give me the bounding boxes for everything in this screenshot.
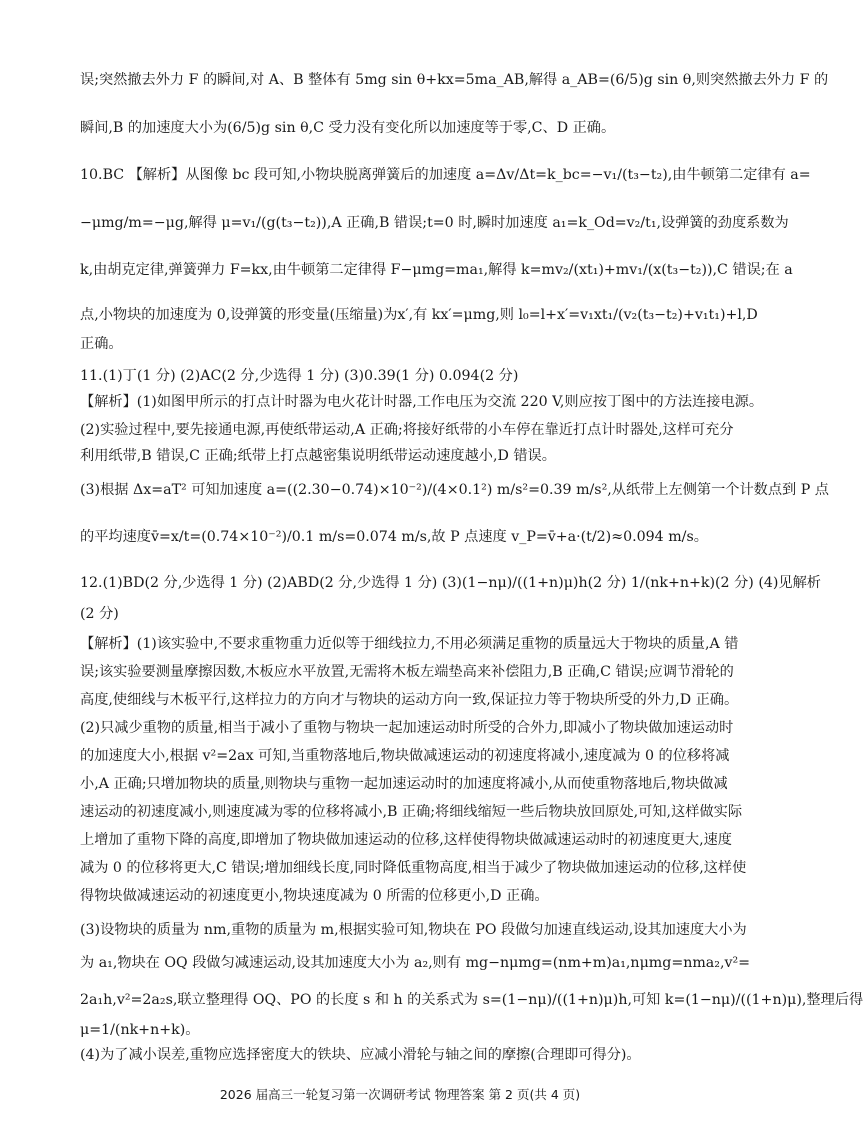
text-line: 小,A 正确;只增加物块的质量,则物块与重物一起加速运动时的加速度将减小,从而使重物落地后,物块做减 [80, 776, 728, 792]
text-line: 【解析】(1)该实验中,不要求重物重力近似等于细线拉力,不用必须满足重物的质量远大于物块的质量,A 错 [80, 636, 739, 652]
answer-line-11: 11.(1)丁(1 分) (2)AC(2 分,少选得 1 分) (3)0.39(1 分) 0.094(2 分) [80, 368, 519, 384]
text-line: 2a₁h,v²=2a₂s,联立整理得 OQ、PO 的长度 s 和 h 的关系式为 s=(1−nμ)/((1+n)μ)h,可知 k=(1−nμ)/((1+n)μ),整理后得 [80, 992, 863, 1008]
text-line: 的平均速度v̄=x/t=(0.74×10⁻²)/0.1 m/s=0.074 m/s,故 P 点速度 v_P=v̄+a·(t/2)≈0.094 m/s。 [80, 529, 708, 545]
text-line: 得物块做减速运动的初速度更小,物块速度减为 0 所需的位移更小,D 正确。 [80, 888, 549, 904]
text-line: 上增加了重物下降的高度,即增加了物块做加速运动的位移,这样使得物块做减速运动时的初速度更大,速度 [80, 832, 732, 848]
text-line: 的加速度大小,根据 v²=2ax 可知,当重物落地后,物块做减速运动的初速度将减小,速度减为 0 的位移将减 [80, 748, 730, 764]
text-line: (2 分) [80, 606, 119, 622]
text-line: (2)实验过程中,要先接通电源,再使纸带运动,A 正确;将接好纸带的小车停在靠近打点计时器处,这样可充分 [80, 422, 734, 438]
text-line: 减为 0 的位移将更大,C 错误;增加细线长度,同时降低重物高度,相当于减少了物块做加速运动的位移,这样使 [80, 860, 747, 876]
text-line: 误;突然撤去外力 F 的瞬间,对 A、B 整体有 5mg sin θ+kx=5ma_AB,解得 a_AB=(6/5)g sin θ,则突然撤去外力 F 的 [80, 72, 829, 88]
text-line: 瞬间,B 的加速度大小为(6/5)g sin θ,C 受力没有变化所以加速度等于零,C、D 正确。 [80, 120, 616, 136]
text-line: μ=1/(nk+n+k)。 [80, 1022, 200, 1038]
text-line: 高度,使细线与木板平行,这样拉力的方向才与物块的运动方向一致,保证拉力等于物块所受的外力,D 正确。 [80, 692, 739, 708]
text-line: 正确。 [80, 336, 123, 352]
text-line: 点,小物块的加速度为 0,设弹簧的形变量(压缩量)为x′,有 kx′=μmg,则 l₀=l+x′=v₁xt₁/(v₂(t₃−t₂)+v₁t₁)+l,D [80, 307, 758, 323]
answer-line-12: 12.(1)BD(2 分,少选得 1 分) (2)ABD(2 分,少选得 1 分) (3)(1−nμ)/((1+n)μ)h(2 分) 1/(nk+n+k)(2 分) (4)见解析 [80, 575, 821, 591]
text-line: 误;该实验要测量摩擦因数,木板应水平放置,无需将木板左端垫高来补偿阻力,B 正确,C 错误;应调节滑轮的 [80, 664, 734, 680]
text-line: (2)只减少重物的质量,相当于减小了重物与物块一起加速运动时所受的合外力,即减小了物块做加速运动时 [80, 720, 734, 736]
text-line: k,由胡克定律,弹簧弹力 F=kx,由牛顿第二定律得 F−μmg=ma₁,解得 k=mv₂/(xt₁)+mv₁/(x(t₃−t₂)),C 错误;在 a [80, 262, 793, 278]
text-line: −μmg/m=−μg,解得 μ=v₁/(g(t₃−t₂)),A 正确,B 错误;t=0 时,瞬时加速度 a₁=k_Od=v₂/t₁,设弹簧的劲度系数为 [80, 215, 789, 231]
page-footer: 2026 届高三一轮复习第一次调研考试 物理答案 第 2 页(共 4 页) [219, 1087, 581, 1102]
text-line: 为 a₁,物块在 OQ 段做匀减速运动,设其加速度大小为 a₂,则有 mg−nμmg=(nm+m)a₁,nμmg=nma₂,v²= [80, 955, 751, 971]
text-line: (3)根据 Δx=aT² 可知加速度 a=((2.30−0.74)×10⁻²)/(4×0.1²) m/s²=0.39 m/s²,从纸带上左侧第一个计数点到 P 点 [80, 482, 829, 498]
text-line: (4)为了减小误差,重物应选择密度大的铁块、应减小滑轮与轴之间的摩擦(合理即可得分)。 [80, 1047, 641, 1063]
text-line: 速运动的初速度减小,则速度减为零的位移将减小,B 正确;将细线缩短一些后物块放回原处,可知,这样做实际 [80, 804, 743, 820]
text-line: 【解析】(1)如图甲所示的打点计时器为电火花计时器,工作电压为交流 220 V,则应按丁图中的方法连接电源。 [80, 394, 764, 410]
text-line: (3)设物块的质量为 nm,重物的质量为 m,根据实验可知,物块在 PO 段做匀加速直线运动,设其加速度大小为 [80, 922, 747, 938]
text-line: 10.BC 【解析】从图像 bc 段可知,小物块脱离弹簧后的加速度 a=Δv/Δt=k_bc=−v₁/(t₃−t₂),由牛顿第二定律有 a= [80, 167, 811, 183]
text-line: 利用纸带,B 错误,C 正确;纸带上打点越密集说明纸带运动速度越小,D 错误。 [80, 448, 556, 464]
